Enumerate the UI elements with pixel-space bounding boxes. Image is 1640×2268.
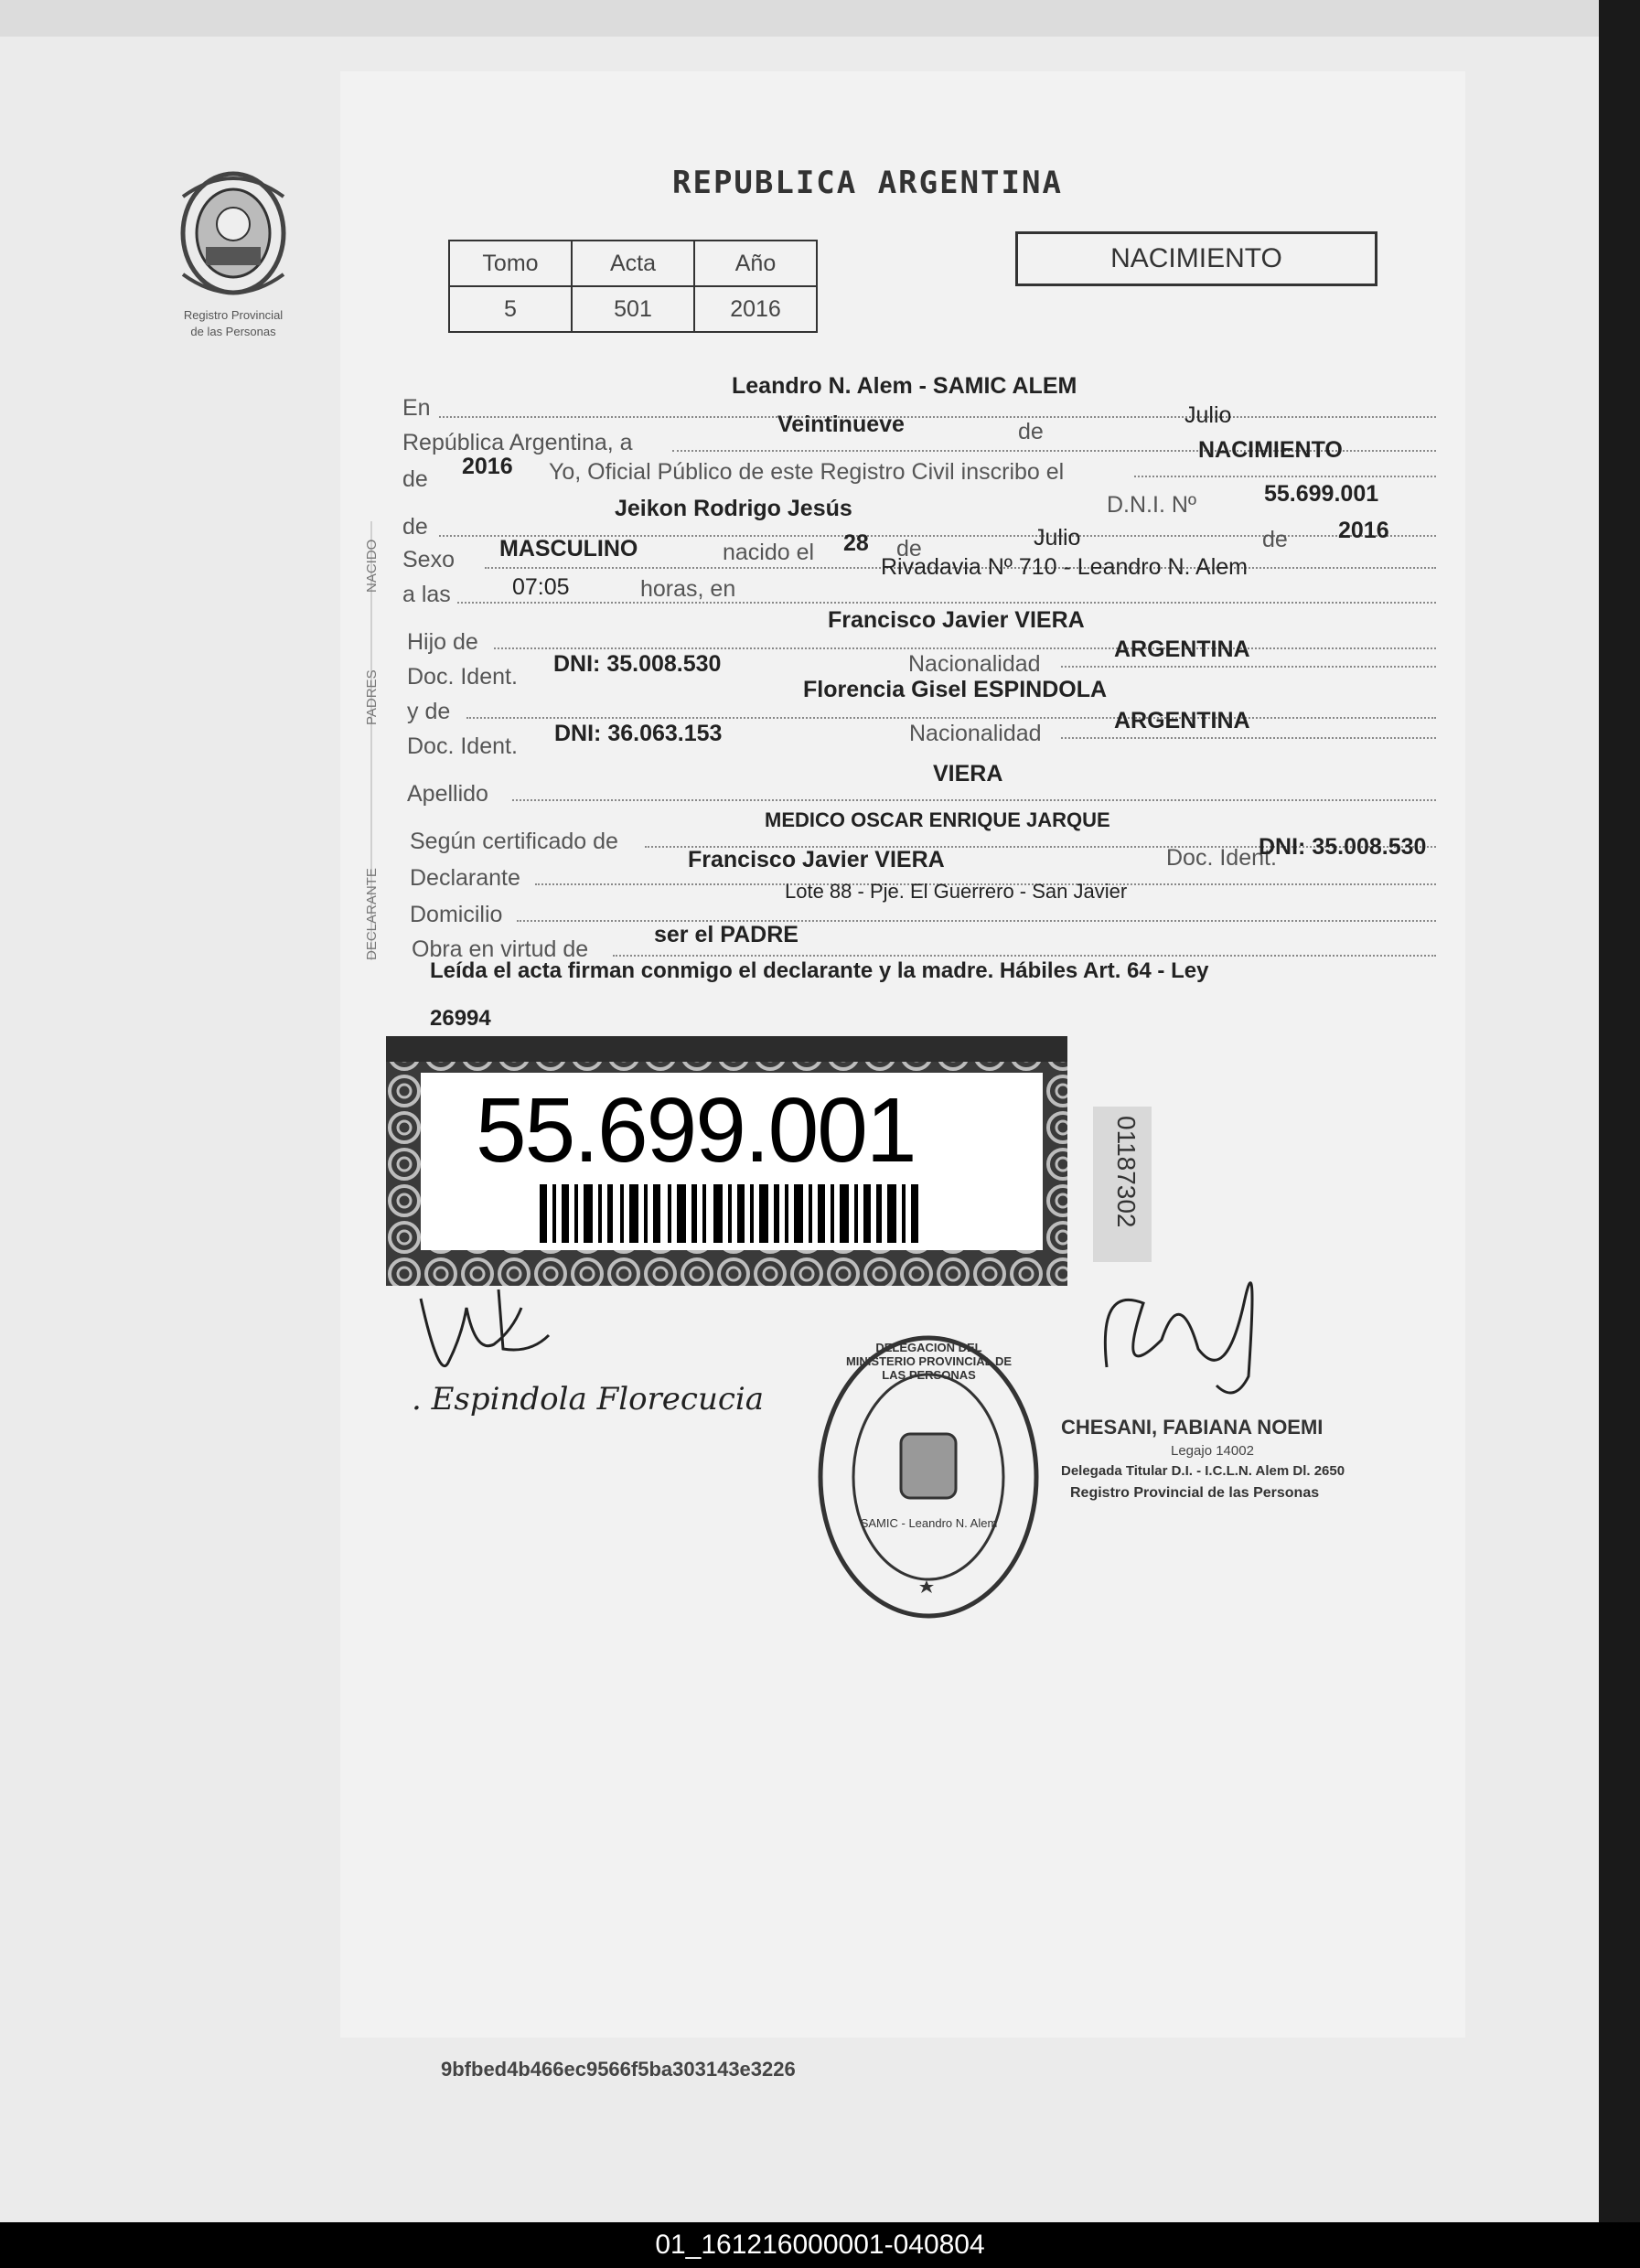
value-certificado: MEDICO OSCAR ENRIQUE JARQUE (765, 808, 1110, 831)
label-de2: de (402, 466, 428, 492)
dotted-line (512, 799, 1436, 801)
value-padre-doc: DNI: 35.008.530 (553, 651, 722, 677)
label-doc-ident-3: Doc. Ident. (1166, 845, 1277, 871)
register-header-tomo: Tomo (449, 241, 572, 286)
register-value-anio: 2016 (694, 286, 817, 332)
value-dni: 55.699.001 (1264, 481, 1379, 507)
label-apellido: Apellido (407, 781, 488, 807)
scan-top-band (0, 0, 1601, 41)
official-stamp (817, 1333, 1041, 1621)
register-header-acta: Acta (572, 241, 694, 286)
label-hijo-de: Hijo de (407, 629, 478, 655)
value-declarante-doc: DNI: 35.008.530 (1259, 834, 1427, 860)
official-signature-icon (1088, 1230, 1290, 1413)
side-label-nacido: NACIDO (364, 539, 380, 593)
seal-caption-1: Registro Provincial (183, 308, 284, 322)
label-obra: Obra en virtud de (412, 936, 589, 962)
barcode-icon (540, 1184, 924, 1243)
value-madre-doc: DNI: 36.063.153 (554, 721, 723, 746)
official-registry: Registro Provincial de las Personas (1070, 1485, 1320, 1501)
document-heading: REPUBLICA ARGENTINA (672, 165, 1063, 201)
dotted-line (1134, 476, 1436, 477)
value-dia-letras: Veintinueve (777, 412, 905, 437)
security-sticker (386, 1036, 1067, 1286)
value-sexo: MASCULINO (499, 536, 638, 562)
value-mes-nac: Julio (1034, 525, 1081, 551)
sticker-serial: 01187302 (1112, 1116, 1141, 1228)
label-nacido-el: nacido el (723, 540, 815, 565)
label-horas-en: horas, en (640, 576, 736, 602)
label-en: En (402, 395, 431, 421)
official-role: Delegada Titular D.I. - I.C.L.N. Alem Dl. 2650 (1061, 1463, 1345, 1479)
side-label-padres: PADRES (364, 669, 380, 725)
value-anio: 2016 (462, 454, 513, 479)
label-de5: de (1262, 527, 1288, 552)
mother-signature-name: . Espindola Florecucia (412, 1381, 765, 1418)
stamp-inner-text: SAMIC - Leandro N. Alem (860, 1516, 998, 1530)
value-padre-nac: ARGENTINA (1114, 637, 1250, 662)
dotted-line (613, 955, 1436, 957)
register-header-anio: Año (694, 241, 817, 286)
value-apellido: VIERA (933, 761, 1003, 786)
label-sexo: Sexo (402, 547, 455, 572)
mother-signature-icon (412, 1280, 576, 1381)
value-anio-nac: 2016 (1338, 518, 1389, 543)
dotted-line (494, 647, 1436, 649)
dotted-line (439, 416, 1436, 418)
label-dni: D.N.I. Nº (1107, 492, 1197, 518)
label-republica: República Argentina, a (402, 430, 633, 455)
seal-emblem-icon (155, 160, 311, 306)
dotted-line (1061, 737, 1436, 739)
label-nacionalidad-1: Nacionalidad (908, 651, 1041, 677)
side-label-declarante: DECLARANTE (364, 868, 380, 960)
label-declarante: Declarante (410, 865, 520, 891)
dotted-line (457, 602, 1436, 604)
value-tipo: NACIMIENTO (1198, 437, 1343, 463)
label-oficial: Yo, Oficial Público de este Registro Civil inscribo el (549, 459, 1065, 485)
value-obra: ser el PADRE (654, 922, 799, 947)
closing-line-1: Leída el acta firman conmigo el declarante y la madre. Hábiles Art. 64 - Ley (430, 958, 1209, 983)
label-de1: de (1018, 419, 1044, 444)
value-padre: Francisco Javier VIERA (828, 607, 1085, 633)
register-table (448, 240, 818, 333)
value-lugar-nac: Rivadavia Nº 710 - Leandro N. Alem (881, 554, 1249, 580)
stamp-ring-text: DELEGACION DEL MINISTERIO PROVINCIAL DE LAS PERSONAS (845, 1341, 1013, 1382)
label-a-las: a las (402, 582, 451, 607)
value-lugar: Leandro N. Alem - SAMIC ALEM (732, 373, 1077, 399)
value-nombre: Jeikon Rodrigo Jesús (615, 496, 852, 521)
label-de3: de (402, 514, 428, 540)
province-seal (155, 160, 311, 343)
value-mes: Julio (1184, 402, 1232, 428)
official-legajo: Legajo 14002 (1171, 1443, 1254, 1459)
scan-right-edge (1599, 0, 1640, 2222)
value-hora: 07:05 (512, 574, 570, 600)
dotted-line (1061, 666, 1436, 668)
register-value-tomo: 5 (449, 286, 572, 332)
register-value-acta: 501 (572, 286, 694, 332)
value-madre: Florencia Gisel ESPINDOLA (803, 677, 1108, 702)
dotted-line (466, 717, 1436, 719)
seal-caption-2: de las Personas (190, 325, 276, 338)
label-doc-ident-1: Doc. Ident. (407, 664, 518, 690)
value-domicilio: Lote 88 - Pje. El Guerrero - San Javier (785, 880, 1128, 903)
label-y-de: y de (407, 699, 451, 724)
document-hash: 9bfbed4b466ec9566f5ba303143e3226 (441, 2058, 796, 2081)
label-domicilio: Domicilio (410, 902, 503, 927)
official-name: CHESANI, FABIANA NOEMI (1061, 1416, 1324, 1439)
value-dia-nac: 28 (843, 530, 869, 556)
label-de4: de (896, 536, 922, 562)
sticker-number: 55.699.001 (476, 1079, 916, 1182)
label-doc-ident-2: Doc. Ident. (407, 733, 518, 759)
record-type-box: NACIMIENTO (1015, 231, 1377, 286)
value-declarante: Francisco Javier VIERA (688, 847, 945, 872)
closing-line-2: 26994 (430, 1006, 491, 1031)
label-nacionalidad-2: Nacionalidad (909, 721, 1042, 746)
sticker-label (421, 1073, 1043, 1250)
label-segun: Según certificado de (410, 829, 618, 854)
scan-footer: 01_161216000001-040804 (0, 2222, 1640, 2268)
value-madre-nac: ARGENTINA (1114, 708, 1250, 733)
